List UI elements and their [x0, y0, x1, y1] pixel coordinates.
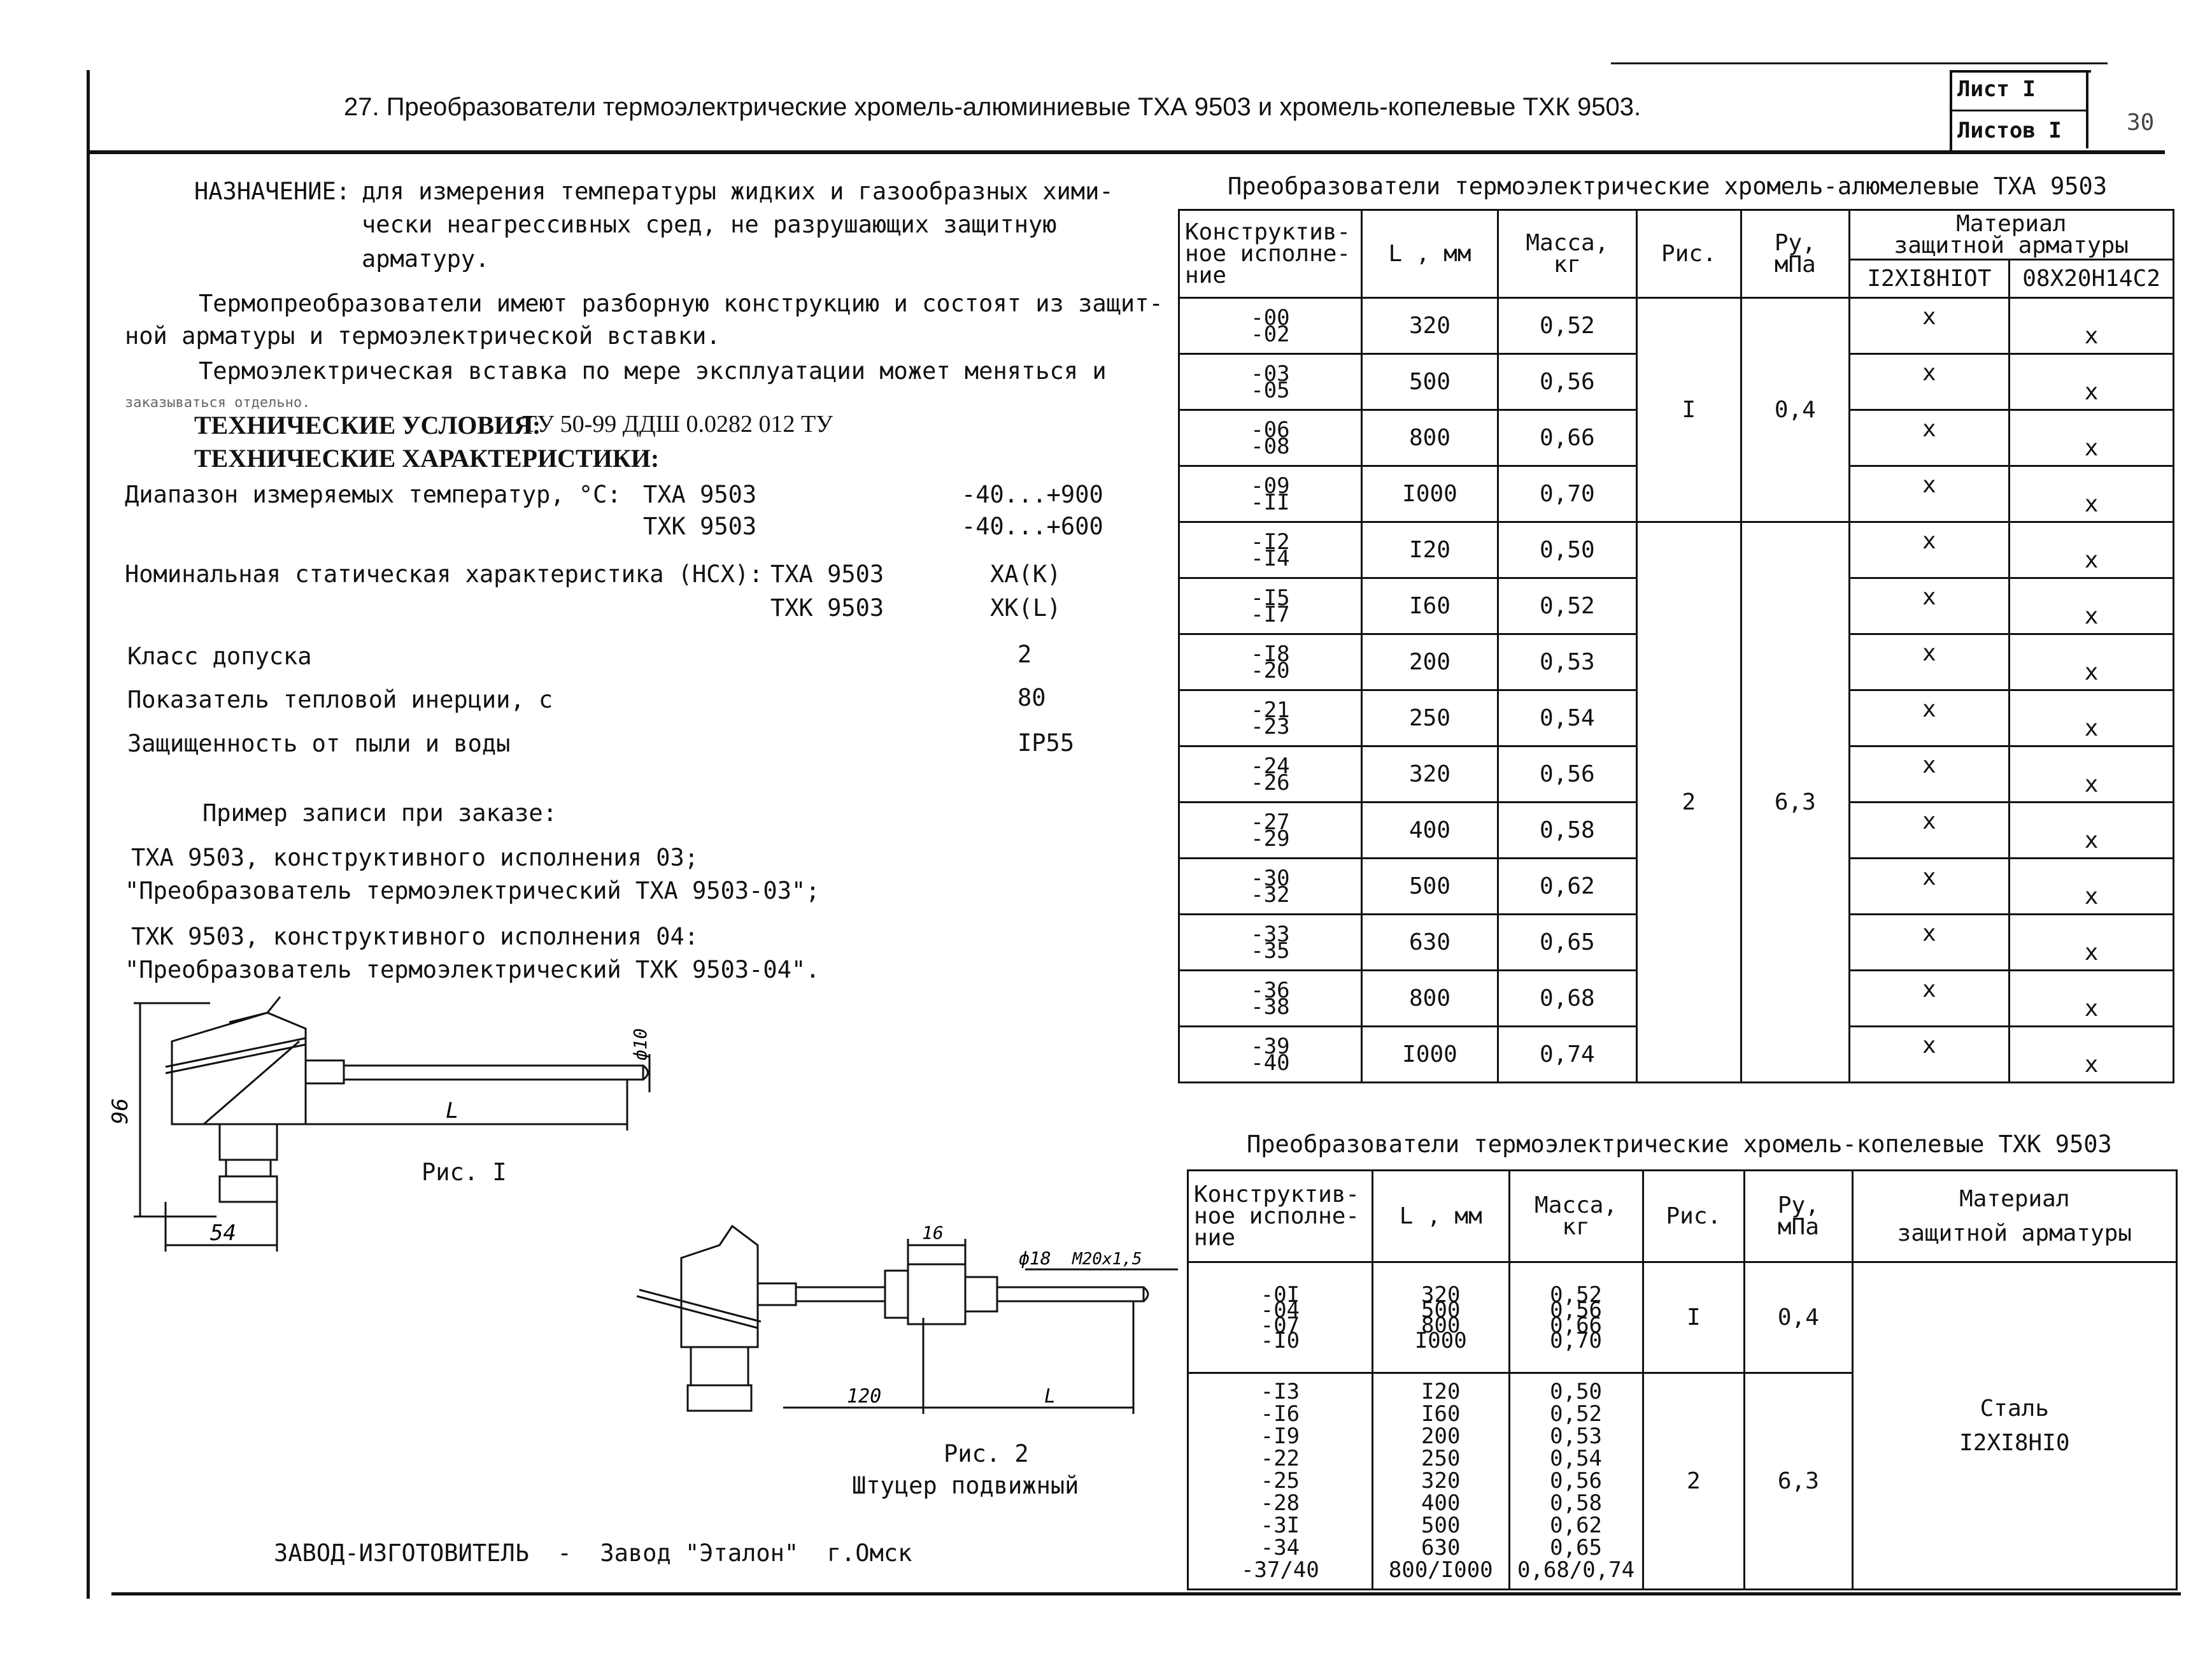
param-value-ip: IP55 — [1017, 729, 1075, 757]
t2-g1-design: -0I -04 -07 -I0 — [1188, 1262, 1373, 1373]
t1-cell-mass: 0,58 — [1498, 803, 1636, 859]
t1-cell-design: -I8 -20 — [1179, 634, 1362, 690]
para1-line-1: Термопреобразователи имеют разборную конструкцию и состоят из защит- — [199, 290, 1163, 317]
t1-cell-fig: 2 — [1636, 522, 1741, 1083]
fig1-gland-end — [220, 1176, 277, 1202]
t2-g2-mass: 0,50 0,52 0,53 0,54 0,56 0,58 0,62 0,65 0,68/0,74 — [1509, 1373, 1643, 1590]
t1-body — [1179, 298, 2174, 1083]
fig1-neck — [306, 1060, 344, 1083]
t1-cell-mass: 0,52 — [1498, 298, 1636, 354]
purpose-text-line-1: для измерения температуры жидких и газообразных хими- — [362, 178, 1114, 205]
t1-cell-mat1: x — [1849, 298, 2010, 354]
t1-cell-mat2: x — [2010, 298, 2174, 354]
table-row — [1179, 522, 2174, 578]
purpose-label: НАЗНАЧЕНИЕ: — [194, 178, 351, 205]
t1-cell-mat1: x — [1849, 859, 2010, 915]
frame-top-short-line — [1611, 62, 2108, 64]
t2-g2-fig: 2 — [1643, 1373, 1745, 1590]
t2-header-design: Конструктив- ное исполне- ние — [1188, 1171, 1373, 1262]
t1-cell-py: 6,3 — [1741, 522, 1849, 1083]
fig2-fitting — [908, 1264, 965, 1324]
order-line-1b: "Преобразователь термоэлектрический ТХА 9503-03"; — [125, 877, 820, 904]
t1-cell-L: 200 — [1361, 634, 1498, 690]
range-type-tha: ТХА 9503 — [643, 481, 757, 508]
t1-cell-design: -21 -23 — [1179, 690, 1362, 746]
t2-material: Сталь I2XI8HI0 — [1852, 1262, 2176, 1590]
order-heading: Пример записи при заказе: — [202, 799, 557, 827]
fig2-nut — [885, 1271, 908, 1318]
table2 — [1187, 1169, 2178, 1590]
fig2-dim-d-label: ф18 — [1019, 1248, 1051, 1269]
purpose-text-line-2: чески неагрессивных сред, не разрушающих защитную — [362, 211, 1057, 238]
t1-cell-mat1: x — [1849, 746, 2010, 803]
fig1-head-top — [229, 997, 280, 1022]
table1 — [1178, 209, 2174, 1083]
t1-cell-mass: 0,70 — [1498, 466, 1636, 522]
t2-header-py: Ру, мПа — [1745, 1171, 1852, 1262]
t1-cell-design: -33 -35 — [1179, 915, 1362, 971]
t1-cell-design: -09 -II — [1179, 466, 1362, 522]
t1-cell-design: -30 -32 — [1179, 859, 1362, 915]
t2-g1-mass: 0,52 0,56 0,66 0,70 — [1509, 1262, 1643, 1373]
t1-cell-py: 0,4 — [1741, 298, 1849, 522]
t1-cell-design: -39 -40 — [1179, 1027, 1362, 1083]
t1-cell-L: 400 — [1361, 803, 1498, 859]
order-line-2b: "Преобразователь термоэлектрический ТХК 9503-04". — [125, 956, 820, 983]
t2-g1-L: 320 500 800 I000 — [1372, 1262, 1509, 1373]
param-value-class: 2 — [1017, 641, 1032, 668]
t1-cell-L: 250 — [1361, 690, 1498, 746]
t1-cell-mass: 0,65 — [1498, 915, 1636, 971]
t1-cell-design: -27 -29 — [1179, 803, 1362, 859]
t1-cell-mat1: x — [1849, 803, 2010, 859]
t1-cell-L: I20 — [1361, 522, 1498, 578]
t1-cell-mat2: x — [2010, 859, 2174, 915]
t1-cell-L: 800 — [1361, 410, 1498, 466]
t1-cell-design: -06 -08 — [1179, 410, 1362, 466]
fig2-gland-end — [688, 1385, 751, 1411]
t1-cell-L: 320 — [1361, 746, 1498, 803]
param-label-class: Класс допуска — [127, 643, 312, 670]
table1-title: Преобразователи термоэлектрические хромель-алюмелевые ТХА 9503 — [1228, 173, 2108, 200]
fig2-thread — [965, 1277, 997, 1311]
t1-cell-mass: 0,66 — [1498, 410, 1636, 466]
fig1-sheath — [344, 1066, 643, 1080]
figure-2-subcaption: Штуцер подвижный — [852, 1472, 1079, 1499]
t1-cell-mass: 0,74 — [1498, 1027, 1636, 1083]
fig1-gland — [220, 1124, 277, 1160]
fig2-dim-a-label: 16 — [922, 1222, 944, 1243]
t1-cell-L: 500 — [1361, 354, 1498, 410]
t1-cell-mass: 0,56 — [1498, 354, 1636, 410]
t1-cell-mat2: x — [2010, 803, 2174, 859]
t1-header-design: Конструктив- ное исполне- ние — [1179, 210, 1362, 298]
t1-cell-mass: 0,54 — [1498, 690, 1636, 746]
sheets-label: Листов I — [1957, 118, 2062, 143]
frame-bottom-line — [111, 1592, 2181, 1595]
t1-cell-mat2: x — [2010, 578, 2174, 634]
t1-header-material: Материал защитной арматуры — [1849, 210, 2173, 260]
para1-line-2: ной арматуры и термоэлектрической вставки. — [125, 322, 721, 350]
t1-cell-L: I60 — [1361, 578, 1498, 634]
param-label-ip: Защищенность от пыли и воды — [127, 730, 511, 757]
t1-header-mat2: 08X20H14C2 — [2010, 260, 2174, 298]
frame-left-line — [87, 70, 90, 1599]
t1-cell-mat2: x — [2010, 410, 2174, 466]
t1-cell-L: 320 — [1361, 298, 1498, 354]
t2-header-mass: Масса, кг — [1509, 1171, 1643, 1262]
t1-cell-mat1: x — [1849, 1027, 2010, 1083]
t1-cell-mat2: x — [2010, 690, 2174, 746]
fig1-head-cover — [166, 1038, 306, 1067]
t2-g2-py: 6,3 — [1745, 1373, 1852, 1590]
t1-cell-mass: 0,68 — [1498, 971, 1636, 1027]
sheet-label: Лист I — [1957, 76, 2036, 102]
t1-cell-mass: 0,52 — [1498, 578, 1636, 634]
fig2-head-cover — [637, 1296, 758, 1328]
tu-heading: ТЕХНИЧЕСКИЕ УСЛОВИЯ: — [194, 411, 541, 439]
figure-1-caption: Рис. I — [422, 1159, 507, 1186]
t2-g1-py: 0,4 — [1745, 1262, 1852, 1373]
t1-cell-fig: I — [1636, 298, 1741, 522]
fig1-dim-w-label: 54 — [210, 1220, 236, 1246]
t1-cell-mat1: x — [1849, 522, 2010, 578]
t2-g2-L: I20 I60 200 250 320 400 500 630 800/I000 — [1372, 1373, 1509, 1590]
t2-g1-fig: I — [1643, 1262, 1745, 1373]
t1-cell-design: -24 -26 — [1179, 746, 1362, 803]
t1-cell-mat2: x — [2010, 1027, 2174, 1083]
t1-header-fig: Рис. — [1636, 210, 1741, 298]
param-value-inertia: 80 — [1017, 684, 1046, 711]
t1-cell-design: -03 -05 — [1179, 354, 1362, 410]
t1-cell-mat1: x — [1849, 634, 2010, 690]
manufacturer-line: ЗАВОД-ИЗГОТОВИТЕЛЬ - Завод "Эталон" г.Омск — [274, 1539, 912, 1567]
t1-cell-design: -I5 -I7 — [1179, 578, 1362, 634]
t1-cell-mat1: x — [1849, 410, 2010, 466]
t1-cell-mass: 0,50 — [1498, 522, 1636, 578]
fig2-dim-L-label: L — [1044, 1385, 1056, 1408]
t1-cell-mat2: x — [2010, 522, 2174, 578]
t1-cell-mat1: x — [1849, 578, 2010, 634]
figure-1-drawing — [108, 990, 675, 1258]
t1-cell-mat2: x — [2010, 746, 2174, 803]
t1-cell-design: -36 -38 — [1179, 971, 1362, 1027]
t1-header-mass: Масса, кг — [1498, 210, 1636, 298]
fig1-dim-d-label: ф10 — [630, 1028, 651, 1060]
range-value-tha: -40...+900 — [961, 481, 1103, 508]
nsx-value-thk: ХК(L) — [990, 594, 1061, 622]
table-row — [1179, 298, 2174, 354]
figure-2-drawing — [630, 1220, 1203, 1474]
t2-header-material: Материал защитной арматуры — [1852, 1171, 2176, 1262]
fig2-gland — [691, 1347, 748, 1385]
sheets-cell — [1952, 111, 2088, 148]
t1-cell-mat1: x — [1849, 915, 2010, 971]
fig2-neck — [758, 1283, 796, 1305]
t1-cell-mat1: x — [1849, 354, 2010, 410]
range-value-thk: -40...+600 — [961, 513, 1103, 540]
fig1-dim-L-label: L — [446, 1098, 459, 1124]
range-type-thk: ТХК 9503 — [643, 513, 757, 540]
t1-cell-L: 630 — [1361, 915, 1498, 971]
fig1-gland-nut — [226, 1160, 271, 1176]
t2-header-fig: Рис. — [1643, 1171, 1745, 1262]
sheet-cell — [1952, 73, 2088, 111]
nsx-type-thk: ТХК 9503 — [770, 594, 884, 622]
para2-line-1: Термоэлектрическая вставка по мере эксплуатации может меняться и — [199, 357, 1107, 385]
figure-2-caption: Рис. 2 — [944, 1440, 1029, 1467]
t2-g2-design: -I3 -I6 -I9 -22 -25 -28 -3I -34 -37/40 — [1188, 1373, 1373, 1590]
sheet-block — [1950, 70, 2091, 153]
t1-cell-L: I000 — [1361, 1027, 1498, 1083]
t1-cell-design: -00 -02 — [1179, 298, 1362, 354]
t1-cell-mat1: x — [1849, 466, 2010, 522]
tu-value: ТУ 50-99 ДДШ 0.0282 012 ТУ — [522, 411, 833, 438]
t1-cell-mat2: x — [2010, 915, 2174, 971]
t1-cell-mat2: x — [2010, 354, 2174, 410]
t1-cell-L: 800 — [1361, 971, 1498, 1027]
fig2-dim-thread-label: M20x1,5 — [1072, 1250, 1142, 1269]
t1-cell-L: 500 — [1361, 859, 1498, 915]
t1-cell-mass: 0,56 — [1498, 746, 1636, 803]
t1-cell-mat1: x — [1849, 971, 2010, 1027]
table2-title: Преобразователи термоэлектрические хромель-копелевые ТХК 9503 — [1247, 1131, 2112, 1158]
order-line-1a: ТХА 9503, конструктивного исполнения 03; — [131, 844, 699, 871]
param-label-inertia: Показатель тепловой инерции, с — [127, 686, 553, 713]
t1-cell-mat1: x — [1849, 690, 2010, 746]
fig1-head-cover-2 — [166, 1045, 306, 1073]
t1-header-L: L , мм — [1361, 210, 1498, 298]
fig2-dim-b-label: 120 — [847, 1385, 882, 1408]
t1-cell-mat2: x — [2010, 634, 2174, 690]
t1-cell-L: I000 — [1361, 466, 1498, 522]
fig2-head-body — [681, 1226, 758, 1347]
t1-header-py: Ру, мПа — [1741, 210, 1849, 298]
nsx-value-tha: ХА(К) — [990, 560, 1061, 588]
nsx-label: Номинальная статическая характеристика (НСХ): — [125, 560, 763, 588]
t1-cell-mat2: x — [2010, 466, 2174, 522]
t2-header-L: L , мм — [1372, 1171, 1509, 1262]
range-label: Диапазон измеряемых температур, °С: — [125, 481, 621, 508]
t1-cell-mass: 0,62 — [1498, 859, 1636, 915]
fig1-dim-h-label: 96 — [108, 1098, 133, 1124]
page-title: 27. Преобразователи термоэлектрические хромель-алюминиевые ТХА 9503 и хромель-копелевые ТХК 9503. — [344, 93, 1641, 121]
purpose-text-line-3: арматуру. — [362, 245, 490, 273]
tc-heading: ТЕХНИЧЕСКИЕ ХАРАКТЕРИСТИКИ: — [194, 444, 660, 473]
para2-line-2: заказываться отдельно. — [125, 395, 311, 411]
fig1-head-diag — [204, 1041, 299, 1124]
t1-cell-mat2: x — [2010, 971, 2174, 1027]
frame-top-line — [89, 150, 2165, 154]
fig2-sheath — [997, 1287, 1144, 1301]
t1-header-mat1: I2XI8HIOT — [1849, 260, 2010, 298]
fig2-tube — [796, 1287, 885, 1301]
order-line-2a: ТХК 9503, конструктивного исполнения 04: — [131, 923, 699, 950]
nsx-type-tha: ТХА 9503 — [770, 560, 884, 588]
t1-cell-design: -I2 -I4 — [1179, 522, 1362, 578]
t1-cell-mass: 0,53 — [1498, 634, 1636, 690]
fig2-head-cover-2 — [639, 1290, 761, 1322]
page-number: 30 — [2127, 110, 2155, 136]
